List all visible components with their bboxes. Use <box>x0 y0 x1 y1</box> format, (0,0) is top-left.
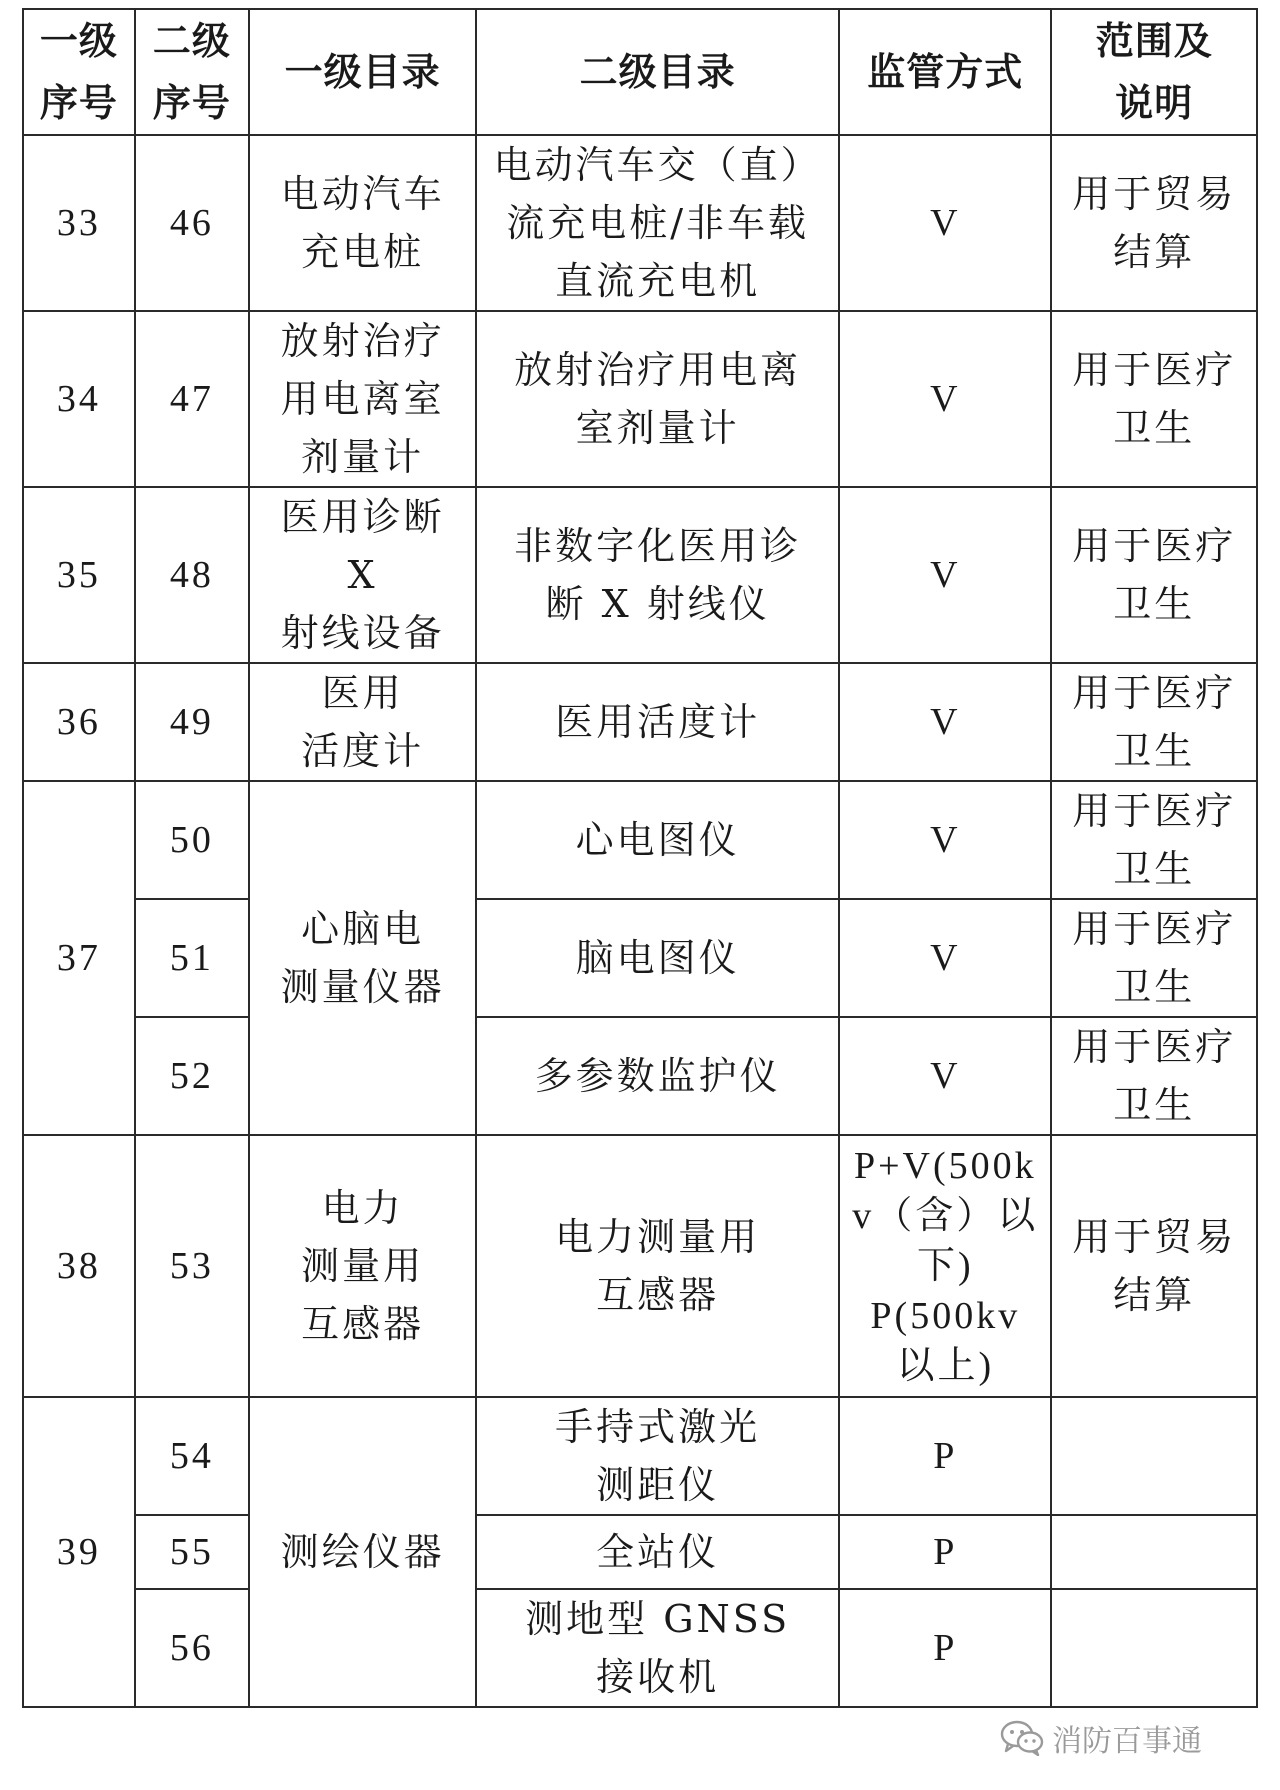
l2-catalog-cell: 心电图仪 <box>476 781 839 899</box>
l2-catalog-cell: 电动汽车交（直） 流充电桩/非车载 直流充电机 <box>476 135 839 311</box>
l2-no-cell: 56 <box>135 1589 249 1707</box>
l2-no-cell: 52 <box>135 1017 249 1135</box>
l2-catalog-cell: 手持式激光 测距仪 <box>476 1397 839 1515</box>
l2-catalog-cell: 医用活度计 <box>476 663 839 781</box>
header-row <box>23 9 1257 135</box>
table-row <box>23 1397 1257 1515</box>
header-l2-no: 二级 序号 <box>135 9 249 135</box>
scope-cell: 用于贸易 结算 <box>1051 1135 1257 1397</box>
l1-no-cell: 36 <box>23 663 135 781</box>
l1-catalog-cell: 电动汽车 充电桩 <box>249 135 476 311</box>
scope-cell: 用于贸易 结算 <box>1051 135 1257 311</box>
wechat-icon <box>1000 1720 1044 1756</box>
l2-catalog-cell: 全站仪 <box>476 1515 839 1589</box>
l2-no-cell: 49 <box>135 663 249 781</box>
supervision-mode-cell: V <box>839 487 1051 663</box>
table-row <box>23 1589 1257 1707</box>
supervision-mode-cell: V <box>839 899 1051 1017</box>
table-row <box>23 899 1257 1017</box>
supervision-mode-cell: V <box>839 1017 1051 1135</box>
l1-no-cell: 37 <box>23 781 135 1135</box>
l2-no-cell: 46 <box>135 135 249 311</box>
header-scope: 范围及 说明 <box>1051 9 1257 135</box>
l2-catalog-cell: 放射治疗用电离 室剂量计 <box>476 311 839 487</box>
supervision-mode-cell: V <box>839 311 1051 487</box>
supervision-mode-cell: V <box>839 135 1051 311</box>
l1-catalog-cell: 放射治疗 用电离室 剂量计 <box>249 311 476 487</box>
header-supervision-mode: 监管方式 <box>839 9 1051 135</box>
scope-cell: 用于医疗 卫生 <box>1051 899 1257 1017</box>
scope-cell: 用于医疗 卫生 <box>1051 1017 1257 1135</box>
l2-catalog-cell: 多参数监护仪 <box>476 1017 839 1135</box>
l2-no-cell: 48 <box>135 487 249 663</box>
table-row <box>23 1135 1257 1397</box>
scope-cell <box>1051 1589 1257 1707</box>
header-l1-catalog: 一级目录 <box>249 9 476 135</box>
l1-no-cell: 38 <box>23 1135 135 1397</box>
l1-no-cell: 34 <box>23 311 135 487</box>
l2-no-cell: 51 <box>135 899 249 1017</box>
table-row <box>23 663 1257 781</box>
table-row <box>23 781 1257 899</box>
supervision-mode-cell: P <box>839 1397 1051 1515</box>
l1-catalog-cell: 医用 活度计 <box>249 663 476 781</box>
l1-no-cell: 39 <box>23 1397 135 1707</box>
l2-catalog-cell: 脑电图仪 <box>476 899 839 1017</box>
l2-no-cell: 50 <box>135 781 249 899</box>
l2-catalog-cell: 电力测量用 互感器 <box>476 1135 839 1397</box>
l1-no-cell: 33 <box>23 135 135 311</box>
scope-cell: 用于医疗 卫生 <box>1051 781 1257 899</box>
supervision-mode-cell: P <box>839 1589 1051 1707</box>
supervision-mode-cell: V <box>839 781 1051 899</box>
scope-cell: 用于医疗 卫生 <box>1051 663 1257 781</box>
l1-catalog-cell: 医用诊断 X 射线设备 <box>249 487 476 663</box>
l1-no-cell: 35 <box>23 487 135 663</box>
table-row <box>23 135 1257 311</box>
l1-catalog-cell: 测绘仪器 <box>249 1397 476 1707</box>
header-l2-catalog: 二级目录 <box>476 9 839 135</box>
l2-catalog-cell: 非数字化医用诊 断 X 射线仪 <box>476 487 839 663</box>
l2-no-cell: 53 <box>135 1135 249 1397</box>
supervision-mode-cell: V <box>839 663 1051 781</box>
l2-no-cell: 47 <box>135 311 249 487</box>
scope-cell: 用于医疗 卫生 <box>1051 487 1257 663</box>
l1-catalog-cell: 电力 测量用 互感器 <box>249 1135 476 1397</box>
table-row <box>23 487 1257 663</box>
table-row <box>23 1515 1257 1589</box>
supervision-mode-cell: P <box>839 1515 1051 1589</box>
scope-cell: 用于医疗 卫生 <box>1051 311 1257 487</box>
header-l1-no: 一级 序号 <box>23 9 135 135</box>
scope-cell <box>1051 1397 1257 1515</box>
l2-no-cell: 54 <box>135 1397 249 1515</box>
watermark <box>1000 1716 1202 1760</box>
l1-catalog-cell: 心脑电 测量仪器 <box>249 781 476 1135</box>
l2-catalog-cell: 测地型 GNSS 接收机 <box>476 1589 839 1707</box>
scope-cell <box>1051 1515 1257 1589</box>
supervision-mode-cell: P+V(500k v（含）以 下) P(500kv 以上) <box>839 1135 1051 1397</box>
table-row <box>23 1017 1257 1135</box>
catalog-table <box>22 8 1258 1708</box>
l2-no-cell: 55 <box>135 1515 249 1589</box>
watermark-text: 消防百事通 <box>1052 1724 1202 1759</box>
table-row <box>23 311 1257 487</box>
